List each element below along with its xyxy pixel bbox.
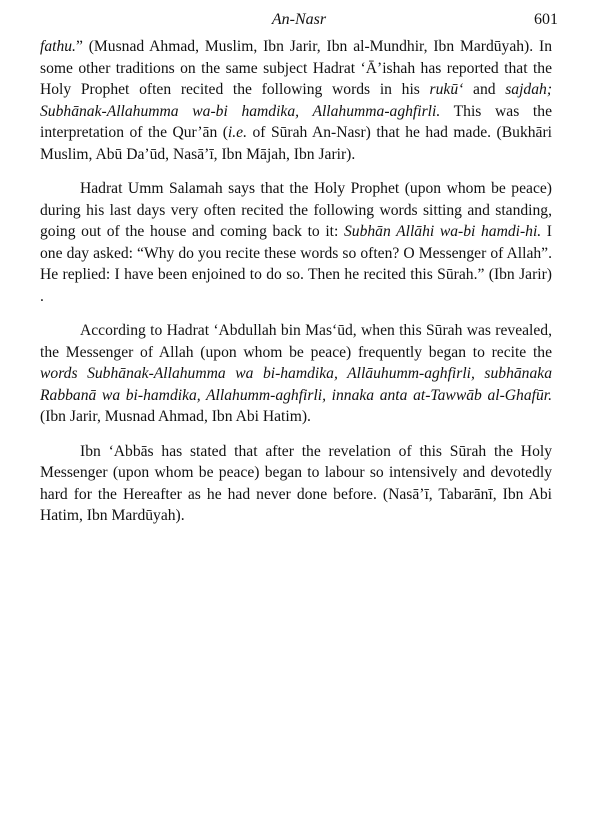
text-span: ” (Musnad Ahmad, Muslim, Ibn Jarir, Ibn al-Mundhir, Ibn Mardūyah). In some other traditions on the same subject Hadrat ‘Ā’ishah has reported that the Holy Prophet often recited the following words in his (40, 38, 552, 98)
text-span: words Subhānak-Allahumma wa bi-hamdika, Allāuhumm-aghfirli, subhānaka Rabbanā wa bi-hamdika, Allahumm-aghfirli, innaka anta at-Tawwāb al-Ghafūr. (40, 365, 552, 404)
text-span: I one day asked: “Why do you recite these words so often? O Messenger of Allah”. He replied: I have been enjoined to do so. Then he recited this Sūrah.” (Ibn Jarir) . (40, 223, 553, 305)
text-span: of Sūrah An-Nasr) that he had made. (Bukhāri Muslim, Abū Da’ūd, Nasā’ī, Ibn Mājah, Ibn Jarir). (40, 124, 552, 163)
text-span: sajdah; Subhānak-Allahumma wa-bi hamdika, Allahumma-aghfirli. (40, 81, 553, 120)
body-text (40, 36, 552, 540)
text-span: Hadrat Umm Salamah says that the Holy Prophet (upon whom be peace) during his last days very often recited the following words sitting and standing, going out of the house and coming back to it: (40, 180, 552, 240)
text-span: i.e. (227, 124, 247, 141)
text-span: According to Hadrat ‘Abdullah bin Mas‘ūd, when this Sūrah was revealed, the Messenger of Allah (upon whom be peace) frequently began to recite the (40, 322, 552, 361)
text-span: Subhān Allāhi wa-bi hamdi-hi. (343, 223, 542, 240)
paragraph-umm-salamah (40, 178, 552, 307)
text-span: fathu. (40, 38, 76, 55)
paragraph-continuation (40, 36, 552, 165)
text-span: and (463, 81, 506, 98)
running-header (40, 10, 558, 34)
paragraph-ibn-abbas (40, 441, 552, 527)
page-number: 601 (534, 11, 558, 28)
running-title: An-Nasr (271, 11, 327, 28)
text-span: This was the interpretation of the Qur’ān ( (40, 102, 552, 141)
text-span: Ibn ‘Abbās has stated that after the revelation of this Sūrah the Holy Messenger (upon whom be peace) began to labour so intensively and devotedly hard for the Hereafter as he had never done before. (Nasā’ī, Tabarānī, Ibn Abi Hatim, Ibn Mardūyah). (40, 442, 552, 524)
text-span: rukū‘ (429, 81, 464, 98)
text-span: (Ibn Jarir, Musnad Ahmad, Ibn Abi Hatim). (40, 408, 311, 425)
paragraph-abdullah-bin-masud (40, 320, 552, 428)
